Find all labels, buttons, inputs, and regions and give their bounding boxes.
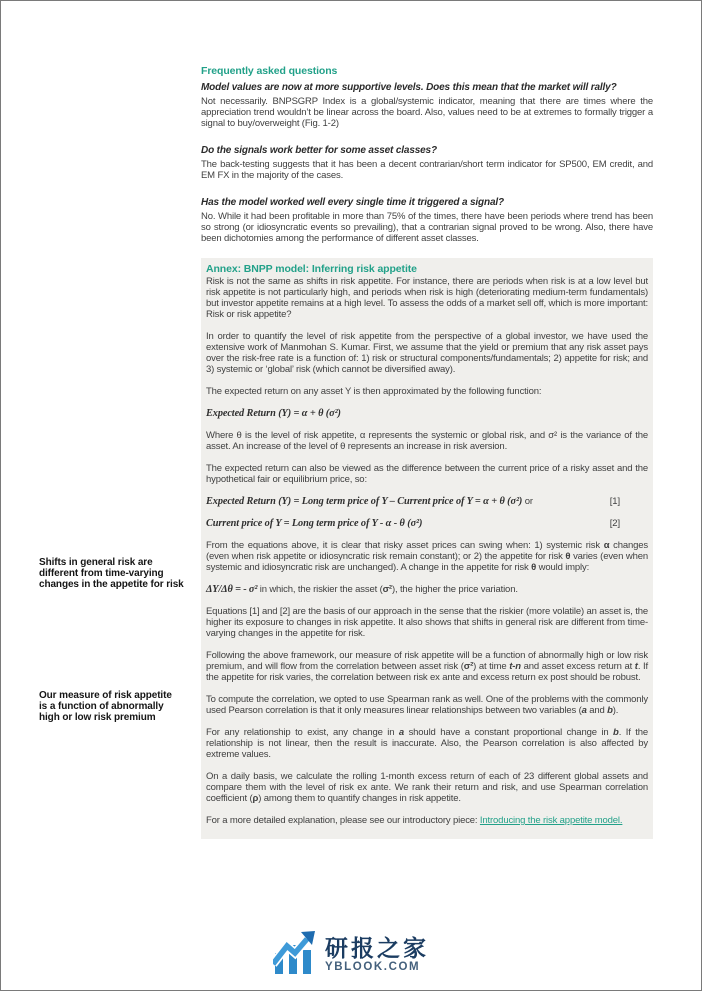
faq-question: Model values are now at more supportive levels. Does this mean that the market will rally? xyxy=(201,82,617,93)
formula-ref: [1] xyxy=(609,496,620,507)
faq-answer: The back-testing suggests that it has been a decent contrarian/short term indicator for SP500, EM credit, and EM FX in the majority of the cases. xyxy=(201,159,653,181)
annex-paragraph: From the equations above, it is clear that risky asset prices can swing when: 1) systemic risk α changes (even when risk appetite or idiosyncratic risk remain constant); or 2) the appetite for risk θ varies (even when systemic and idiosyncratic risk are unchanged). A change in the appetite for risk θ would imply: xyxy=(206,540,648,573)
annex-formula: Expected Return (Y) = α + θ (σ²) xyxy=(206,408,341,419)
annex-paragraph: In order to quantify the level of risk appetite from the perspective of a global investor, we have used the extensive work of Manmohan S. Kumar. First, we assume that the yield or premium that any risk asset pays over the risk-free rate is a function of: 1) risk or structural components/fundamentals; 2) appetite for risk; and 3) systemic or ‘global’ risk (which cannot be diversified away). xyxy=(206,331,648,375)
logo-chinese-text: 研报之家 xyxy=(325,935,429,961)
risk-appetite-model-link[interactable]: Introducing the risk appetite model. xyxy=(479,815,623,826)
yblook-logo xyxy=(1,931,701,979)
annex-paragraph: Following the above framework, our measure of risk appetite will be a function of abnormally high or low risk premium, and will flow from the correlation between asset risk (σ²) at time t-n and asset excess return at t. If the appetite for risk varies, the correlation between risk ex ante and excess return ex post should be robust. xyxy=(206,650,648,683)
logo-text-block xyxy=(325,936,429,974)
logo-domain-text: YBLOOK.COM xyxy=(325,961,421,973)
faq-section-title: Frequently asked questions xyxy=(201,65,338,77)
annex-paragraph: On a daily basis, we calculate the rolling 1-month excess return of each of 23 different global assets and compare them with the level of risk ex ante. We rank their return and risk, and use Spearman correlation coefficient (ρ) among them to quantify changes in risk appetite. xyxy=(206,771,648,804)
faq-answer: Not necessarily. BNPSGRP Index is a global/systemic indicator, meaning that there are times where the appreciation trend wouldn’t be linear across the board. Also, values need to be at extremes to formally trigger a signal to buy/overweight (Fig. 1-2) xyxy=(201,96,653,129)
chart-arrow-logo-icon xyxy=(273,931,316,979)
faq-answer: No. While it had been profitable in more than 75% of the times, there have been periods where trend has been so strong (or idiosyncratic events so prevailing), that a contrarian signal proved to be wrong. Also, there have been dichotomies among the performance of different asset classes. xyxy=(201,211,653,244)
main-column xyxy=(201,65,653,839)
annex-paragraph: Equations [1] and [2] are the basis of our approach in the sense that the riskier (more volatile) an asset is, the higher its exposure to changes in risk appetite. It also shows that shifts in general risk are different from time-varying changes in the appetite for risk. xyxy=(206,606,648,639)
faq-list xyxy=(201,82,653,244)
annex-paragraph: For a more detailed explanation, please see our introductory piece: Introducing the risk appetite model. xyxy=(206,815,623,826)
faq-section xyxy=(201,65,653,244)
annex-paragraph: For any relationship to exist, any change in a should have a constant proportional change in b. If the relationship is not linear, then the result is inaccurate. Also, the Pearson correlation is also affected by extreme values. xyxy=(206,727,648,760)
annex-paragraph: The expected return on any asset Y is then approximated by the following function: xyxy=(206,386,542,397)
annex-blocks xyxy=(206,276,648,826)
annex-paragraph: Risk is not the same as shifts in risk appetite. For instance, there are periods when risk is at a low level but risk appetite is not particularly high, and periods when risk is high (deteriorating medium-term fundamentals) but investor appetite remains at a high level. To assess the odds of a market sell off, which is more important: Risk or risk appetite? xyxy=(206,276,648,320)
formula-ref: [2] xyxy=(609,518,620,529)
annex-paragraph: ΔY/Δθ = - σ² in which, the riskier the asset (σ²), the higher the price variation. xyxy=(206,584,518,595)
annex-formula: Expected Return (Y) = Long term price of Y – Current price of Y = α + θ (σ²) or [1] xyxy=(206,496,648,507)
annex-box xyxy=(201,258,653,839)
annex-formula: Current price of Y = Long term price of Y - α - θ (σ²) [2] xyxy=(206,518,648,529)
annex-paragraph: Where θ is the level of risk appetite, α represents the systemic or global risk, and σ² is the variance of the asset. An increase of the level of θ represents an increase in risk aversion. xyxy=(206,430,648,452)
faq-question: Has the model worked well every single time it triggered a signal? xyxy=(201,197,504,208)
margin-note-risk-premium: Our measure of risk appetite is a function of abnormally high or low risk premium xyxy=(39,690,172,724)
annex-paragraph: The expected return can also be viewed as the difference between the current price of a risky asset and the hypothetical fair or equilibrium price, so: xyxy=(206,463,648,485)
annex-title: Annex: BNPP model: Inferring risk appetite xyxy=(206,263,417,275)
faq-question: Do the signals work better for some asset classes? xyxy=(201,145,437,156)
annex-paragraph: To compute the correlation, we opted to use Spearman rank as well. One of the problems with the commonly used Pearson correlation is that it only measures linear relationships between two variables (a and b). xyxy=(206,694,648,716)
margin-note-risk-shifts: Shifts in general risk are different from time-varying changes in the appetite for risk xyxy=(39,557,184,591)
